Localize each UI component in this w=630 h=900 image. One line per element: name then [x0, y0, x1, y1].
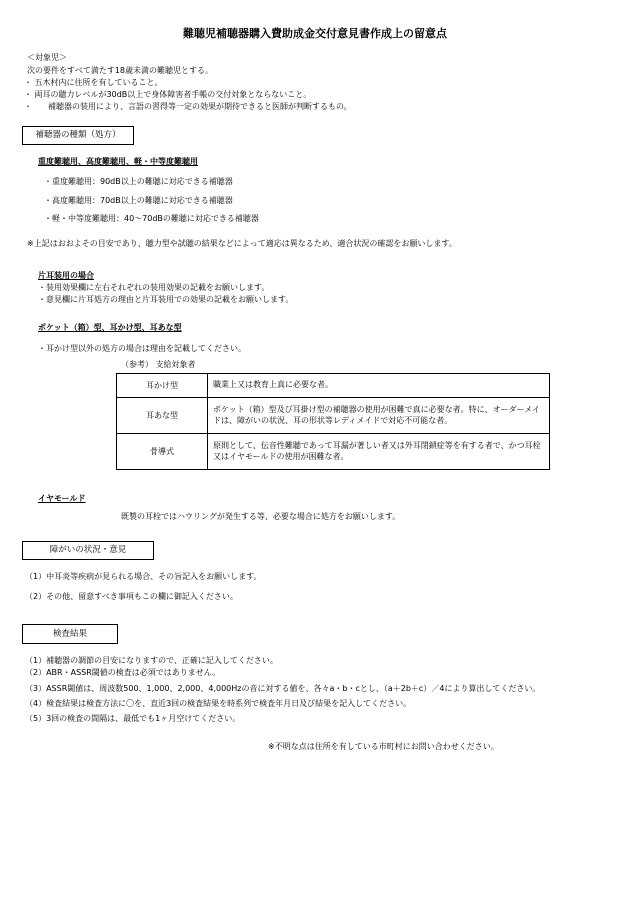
reference-caption: （参考） 支給対象者: [121, 360, 196, 369]
table-row: [117, 398, 550, 434]
test-line-5: （5）3回の検査の間隔は、最低でも1ヶ月空けてください。: [25, 714, 241, 723]
target-line-1: 次の要件をすべて満たす18歳未満の難聴児とする。: [27, 66, 214, 75]
table-row: [117, 434, 550, 470]
page-title: 難聴児補聴器購入費助成金交付意見書作成上の留意点: [183, 27, 447, 40]
target-line-3: ・ 両耳の聴力レベルが30dB以上で身体障害者手帳の交付対象とならないこと。: [24, 90, 312, 99]
disability-opinion-box: [22, 541, 154, 560]
hearing-aid-type-box: [22, 126, 134, 145]
target-line-2: ・ 五木村内に住所を有していること。: [24, 78, 163, 87]
severity-subheading: 重度難聴用、高度難聴用、軽・中等度難聴用: [38, 157, 198, 166]
table-cell-type: 耳かけ型: [117, 374, 208, 398]
test-line-4: （4）検査結果は検査方法に〇を、直近3回の検査結果を時系列で検査年月日及び結果を記入してください。: [25, 699, 412, 708]
test-results-label: 検査結果: [52, 628, 87, 639]
pocket-line: ・耳かけ型以外の処方の場合は理由を記載してください。: [38, 344, 246, 353]
test-line-1: （1）補聴器の調節の目安になりますので、正確に記入してください。: [25, 656, 278, 665]
test-line-2: （2）ABR・ASSR閾値の検査は必須ではありません。: [25, 668, 221, 677]
disability-line-1: （1）中耳炎等疾病が見られる場合、その旨記入をお願いします。: [25, 572, 262, 581]
table-cell-type: 骨導式: [117, 434, 208, 470]
test-line-3: （3）ASSR閾値は、周波数500、1,000、2,000、4,000Hzの音に対する値を、各々a・b・cとし、（a＋2b＋c）／4により算出してください。: [25, 684, 541, 693]
pocket-heading: ポケット（箱）型、耳かけ型、耳あな型: [38, 323, 182, 332]
table-cell-desc: 原則として、伝音性難聴であって耳漏が著しい者又は外耳閉鎖症等を有する者で、かつ耳栓又はイヤモールドの使用が困難な者。: [208, 434, 550, 470]
hearing-aid-type-label: 補聴器の種類（処方）: [35, 130, 121, 141]
one-ear-heading: 片耳装用の場合: [38, 271, 94, 280]
one-ear-line-2: ・意見欄に片耳処方の理由と片耳装用での効果の記載をお願いします。: [38, 295, 294, 304]
target-heading: ＜対象児＞: [27, 53, 67, 62]
disability-line-2: （2）その他、留意すべき事項もこの欄に御記入ください。: [25, 592, 238, 601]
table-cell-type: 耳あな型: [117, 398, 208, 434]
high-item: ・高度難聴用：70dB以上の難聴に対応できる補聴器: [44, 196, 233, 205]
target-line-4: ・ 補聴器の装用により、言語の習得等一定の効果が期待できると医師が判断するもの。: [24, 102, 352, 111]
table-row: [117, 374, 550, 398]
earmold-heading: イヤモールド: [38, 494, 86, 503]
table-cell-desc: 職業上又は教育上真に必要な者。: [208, 374, 550, 398]
fitting-note: ※上記はおおよその目安であり、聴力型や試聴の結果などによって適応は異なるため、適合状況の確認をお願いします。: [27, 239, 457, 248]
test-results-box: [22, 624, 118, 644]
footer-note: ※不明な点は住所を有している市町村にお問い合わせください。: [268, 742, 499, 751]
reference-table: [116, 373, 550, 470]
disability-opinion-label: 障がいの状況・意見: [49, 545, 127, 556]
earmold-line: 既製の耳栓ではハウリングが発生する等、必要な場合に処方をお願いします。: [121, 512, 401, 521]
severe-item: ・重度難聴用：90dB以上の難聴に対応できる補聴器: [44, 177, 233, 186]
one-ear-line-1: ・装用効果欄に左右それぞれの装用効果の記載をお願いします。: [38, 283, 270, 292]
mild-moderate-item: ・軽・中等度難聴用：40～70dBの難聴に対応できる補聴器: [44, 214, 259, 223]
table-cell-desc: ポケット（箱）型及び耳掛け型の補聴器の使用が困難で真に必要な者。特に、オーダーメイドは、障がいの状況、耳の形状等レディメイドで対応不可能な者。: [208, 398, 550, 434]
